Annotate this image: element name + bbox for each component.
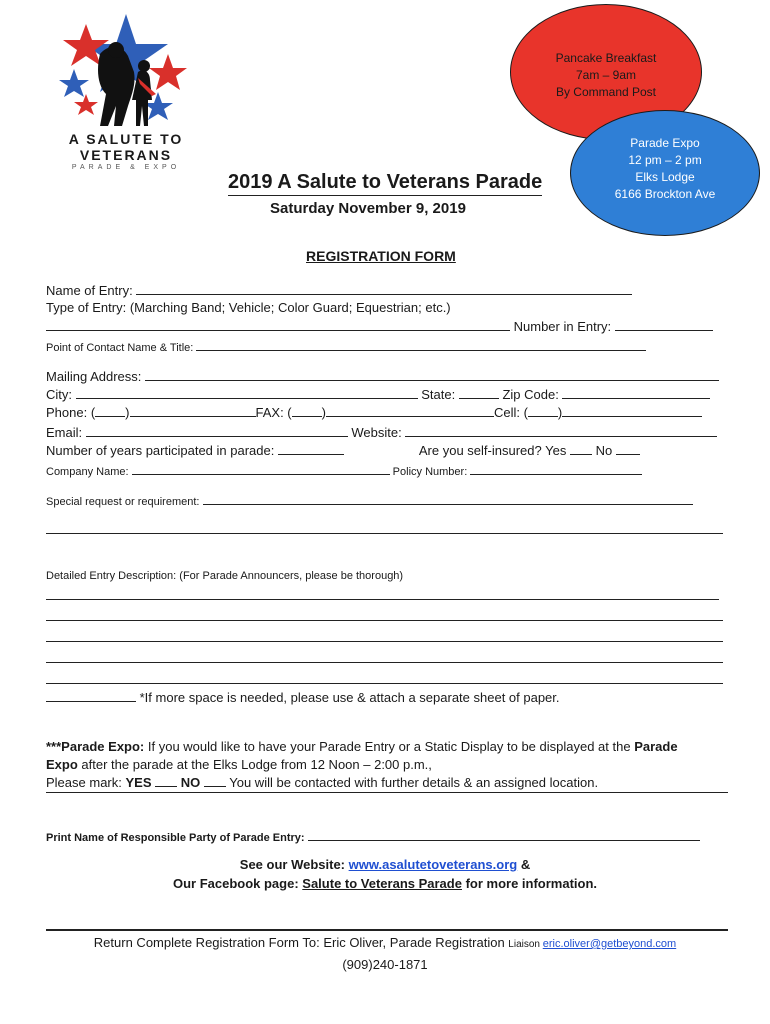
zip-field[interactable] [562, 386, 710, 399]
phone-area-field[interactable] [95, 404, 125, 417]
expo-text1: If you would like to have your Parade Entry or a Static Display to be displayed at the [144, 739, 635, 754]
breakfast-line1: Pancake Breakfast [555, 51, 657, 65]
type-of-entry-field[interactable] [46, 318, 510, 331]
city-field[interactable] [76, 386, 418, 399]
description-line-6[interactable] [46, 689, 136, 702]
special-request-row [46, 492, 693, 510]
logo-text-line3: PARADE & EXPO [71, 164, 181, 171]
more-space-note: *If more space is needed, please use & attach a separate sheet of paper. [139, 690, 560, 705]
company-name-field[interactable] [132, 462, 390, 475]
website-line [0, 857, 770, 872]
facebook-suffix: for more information. [461, 876, 598, 891]
special-request-field[interactable] [203, 492, 693, 505]
special-request-line-2[interactable] [46, 533, 723, 534]
facebook-page-link[interactable]: Salute to Veterans Parade [302, 876, 462, 891]
description-line-2[interactable] [46, 620, 723, 621]
self-insured-no-label: No [595, 443, 613, 458]
type-of-entry-label: Type of Entry: (Marching Band; Vehicle; Color Guard; Equestrian; etc.) [46, 300, 451, 315]
form-heading: REGISTRATION FORM [306, 248, 456, 264]
more-space-row [46, 689, 560, 706]
expo-bold1: Parade [634, 739, 678, 754]
expo-text2: after the parade at the Elks Lodge from 12 Noon – 2:00 p.m., [77, 757, 432, 772]
expo-no-label: NO [180, 775, 201, 790]
return-email-link[interactable]: eric.oliver@getbeyond.com [542, 938, 677, 950]
number-in-entry-field[interactable] [615, 318, 713, 331]
description-line-5[interactable] [46, 683, 723, 684]
expo-bubble-line2: 12 pm – 2 pm [628, 153, 702, 167]
print-name-row [46, 828, 700, 846]
return-liaison: Liaison [508, 939, 543, 950]
expo-text3: You will be contacted with further details & an assigned location. [225, 775, 599, 790]
expo-yes-label: YES [125, 775, 152, 790]
state-label: State: [421, 387, 456, 402]
return-line [0, 935, 770, 950]
policy-number-field[interactable] [470, 462, 642, 475]
email-website-row [46, 424, 717, 441]
self-insured-yes-field[interactable] [570, 442, 592, 455]
expo-lead: ***Parade Expo: [46, 739, 145, 754]
self-insured-label: Are you self-insured? Yes [418, 443, 567, 458]
logo-text-line1: A SALUTE TO [68, 131, 184, 147]
logo [56, 14, 196, 174]
fax-area-field[interactable] [292, 404, 322, 417]
state-field[interactable] [459, 386, 499, 399]
point-of-contact-label: Point of Contact Name & Title: [46, 342, 194, 354]
phone-fax-cell-row [46, 404, 702, 421]
name-of-entry-row [46, 282, 632, 299]
phone-field[interactable] [130, 404, 256, 417]
logo-stars-icon [56, 14, 196, 129]
description-line-3[interactable] [46, 641, 723, 642]
cell-area-field[interactable] [528, 404, 558, 417]
type-of-entry-row [46, 318, 713, 335]
website-field[interactable] [405, 424, 717, 437]
zip-label: Zip Code: [502, 387, 559, 402]
parade-expo-paragraph [46, 738, 730, 792]
fax-close: ) [321, 405, 326, 420]
phone-close: ) [125, 405, 130, 420]
description-line-1[interactable] [46, 599, 719, 600]
description-line-4[interactable] [46, 662, 723, 663]
mailing-address-field[interactable] [145, 368, 719, 381]
point-of-contact-row [46, 338, 646, 356]
point-of-contact-field[interactable] [196, 338, 646, 351]
cell-close: ) [557, 405, 563, 420]
website-prefix: See our Website: [239, 857, 349, 872]
expo-bold2: Expo [46, 757, 78, 772]
company-policy-row [46, 462, 642, 480]
email-label: Email: [46, 425, 83, 440]
fax-field[interactable] [326, 404, 494, 417]
return-text: Return Complete Registration Form To: Eric Oliver, Parade Registration [93, 935, 509, 950]
detailed-description-label: Detailed Entry Description: (For Parade Announcers, please be thorough) [46, 570, 404, 582]
website-suffix: & [517, 857, 531, 872]
please-mark-label: Please mark: [46, 775, 126, 790]
breakfast-line2: 7am – 9am [575, 68, 637, 82]
print-name-field[interactable] [308, 828, 700, 841]
breakfast-line3: By Command Post [555, 85, 657, 99]
name-of-entry-field[interactable] [136, 282, 632, 295]
cell-label: Cell: ( [493, 405, 528, 420]
number-in-entry-label: Number in Entry: [513, 319, 612, 334]
years-label: Number of years participated in parade: [46, 443, 275, 458]
years-field[interactable] [278, 442, 344, 455]
phone-label: Phone: ( [46, 405, 96, 420]
return-divider [46, 929, 728, 931]
parade-expo-bubble [570, 110, 760, 236]
fax-label: FAX: ( [255, 405, 292, 420]
expo-no-field[interactable] [204, 774, 226, 787]
return-phone: (909)240-1871 [342, 957, 428, 972]
expo-bubble-line4: 6166 Brockton Ave [614, 187, 716, 201]
expo-bubble-line3: Elks Lodge [635, 170, 695, 184]
mailing-address-row [46, 368, 719, 385]
facebook-line [0, 876, 770, 891]
expo-divider [46, 792, 728, 793]
self-insured-no-field[interactable] [616, 442, 640, 455]
page-subtitle: Saturday November 9, 2019 [270, 200, 466, 217]
website-link[interactable]: www.asalutetoveterans.org [348, 857, 518, 872]
email-field[interactable] [86, 424, 348, 437]
city-label: City: [46, 387, 72, 402]
cell-field[interactable] [562, 404, 702, 417]
print-name-label: Print Name of Responsible Party of Parade Entry: [46, 832, 305, 844]
facebook-prefix: Our Facebook page: [172, 876, 303, 891]
years-insured-row [46, 442, 640, 459]
page-title: 2019 A Salute to Veterans Parade [228, 170, 542, 196]
logo-text-line2: VETERANS [79, 147, 173, 163]
special-request-label: Special request or requirement: [46, 496, 200, 508]
company-name-label: Company Name: [46, 466, 129, 478]
website-label: Website: [351, 425, 402, 440]
expo-yes-field[interactable] [155, 774, 177, 787]
mailing-address-label: Mailing Address: [46, 369, 142, 384]
policy-number-label: Policy Number: [392, 466, 468, 478]
city-state-zip-row [46, 386, 710, 403]
name-of-entry-label: Name of Entry: [46, 283, 133, 298]
expo-bubble-line1: Parade Expo [630, 136, 700, 150]
